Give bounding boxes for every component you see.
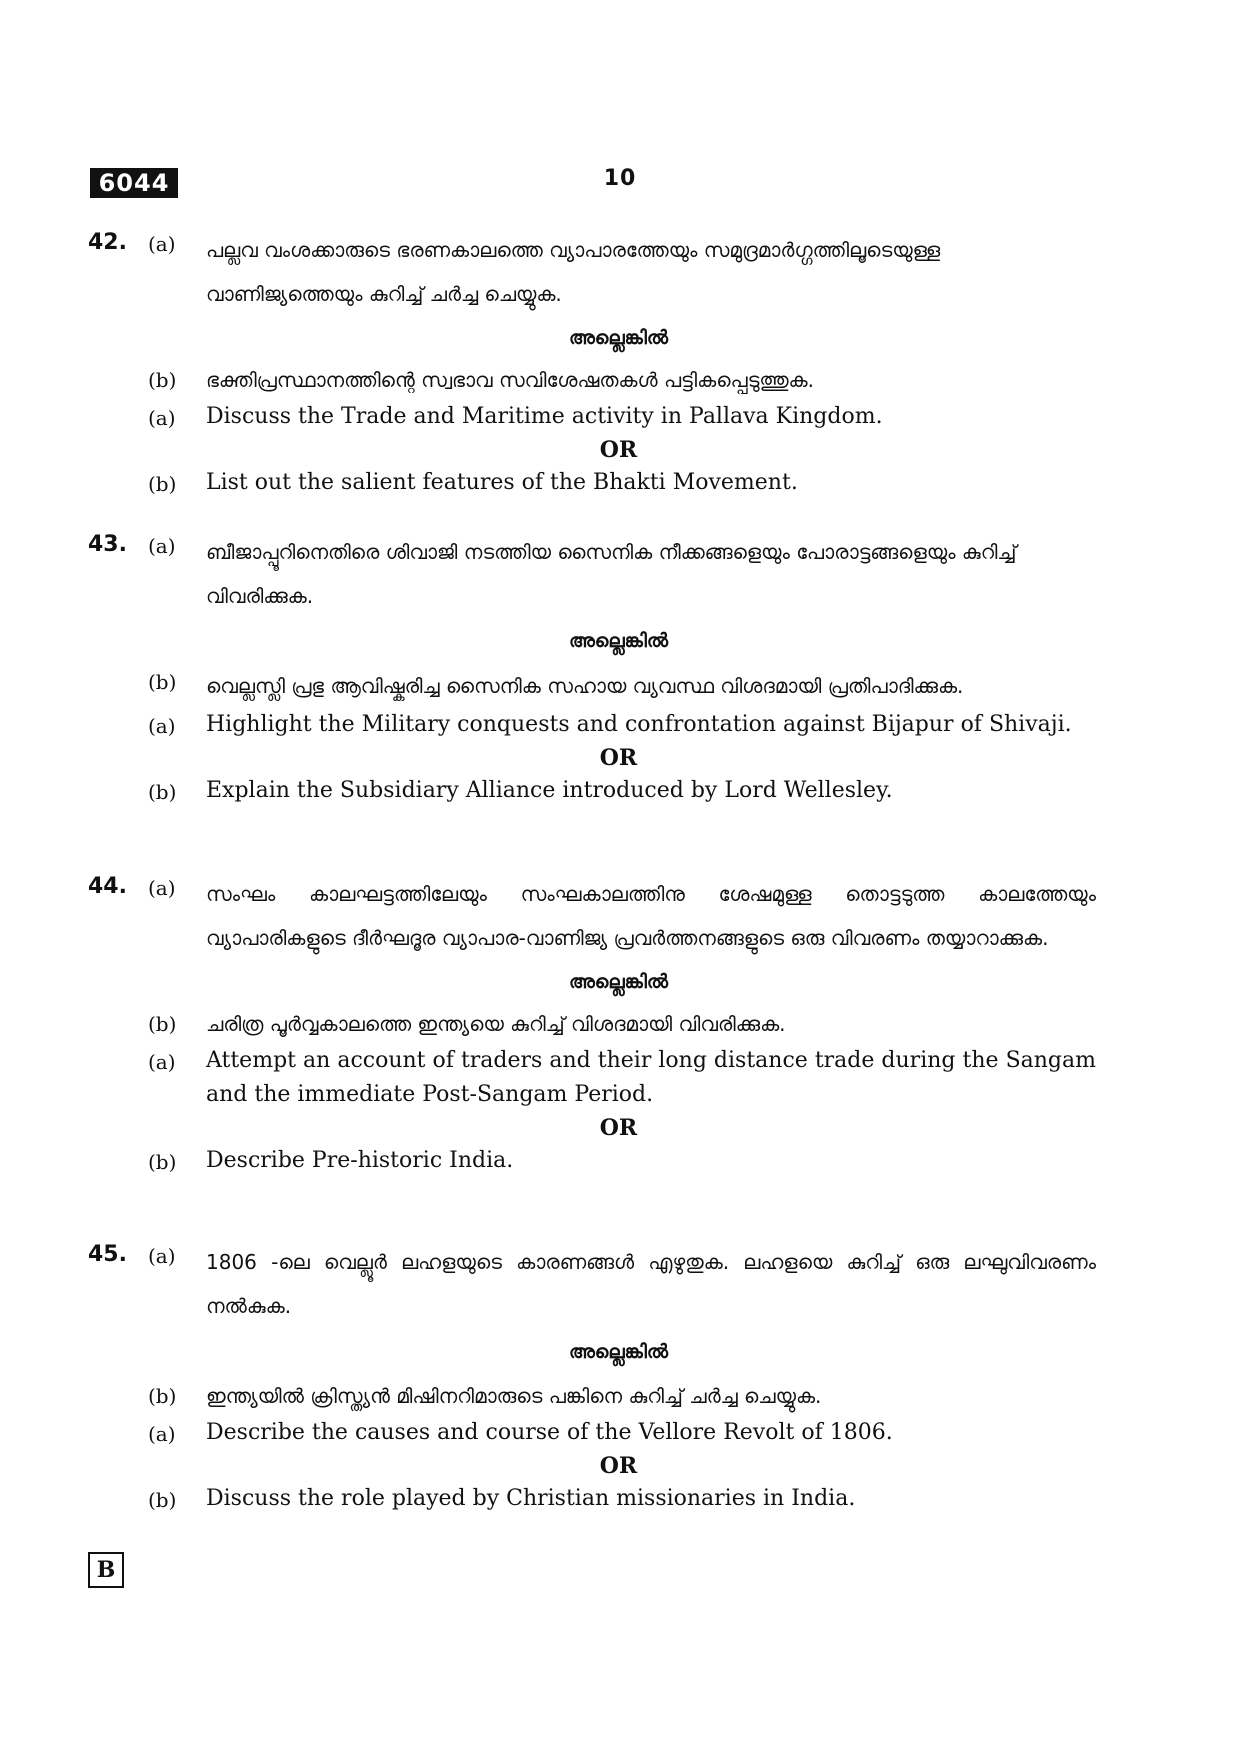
- option-a-english: [0, 1416, 1240, 1450]
- option-label: (a): [148, 876, 176, 900]
- question-43: [0, 530, 1240, 808]
- question-44: [0, 872, 1240, 1178]
- question-number: 45.: [88, 1242, 127, 1267]
- question-42: [0, 228, 1240, 500]
- alternative-separator-en: OR: [599, 1453, 638, 1479]
- question-number: 43.: [88, 532, 127, 557]
- question-text: പല്ലവ വംശക്കാരുടെ ഭരണകാലത്തെ വ്യാപാരത്തേയും സമുദ്രമാർഗ്ഗത്തിലൂടെയുള്ള വാണിജ്യത്തെയും കുറിച്ച് ചർച്ച ചെയ്യുക.: [206, 238, 941, 306]
- option-label: (b): [148, 1384, 177, 1408]
- question-text: ഭക്തിപ്രസ്ഥാനത്തിന്റെ സ്വഭാവ സവിശേഷതകൾ പട്ടികപ്പെടുത്തുക.: [206, 368, 814, 392]
- option-b-malayalam: [0, 664, 1240, 708]
- option-label: (b): [148, 1150, 177, 1174]
- question-45: [0, 1240, 1240, 1516]
- option-label: (a): [148, 232, 176, 256]
- option-a-english: [0, 1044, 1240, 1112]
- question-text: ബീജാപ്പൂറിനെതിരെ ശിവാജി നടത്തിയ സൈനിക നീക്കങ്ങളെയും പോരാട്ടങ്ങളെയും കുറിച്ച് വിവരിക്കുക.: [206, 540, 1017, 608]
- alternative-separator-en: OR: [599, 745, 638, 771]
- alternative-separator-ml: അല്ലെങ്കിൽ: [568, 1341, 669, 1363]
- alternative-separator-en: OR: [599, 437, 638, 463]
- option-a-malayalam: [0, 872, 1240, 960]
- question-number: 44.: [88, 874, 127, 899]
- question-text: ഇന്ത്യയിൽ ക്രിസ്ത്യൻ മിഷിനറിമാരുടെ പങ്കിനെ കുറിച്ച് ചർച്ച ചെയ്യുക.: [206, 1384, 822, 1408]
- question-text: Attempt an account of traders and their long distance trade during the Sangam and the immediate Post-Sangam Period.: [206, 1048, 1096, 1107]
- option-b-english: [0, 1482, 1240, 1516]
- alternative-separator-ml: അല്ലെങ്കിൽ: [568, 327, 669, 349]
- option-label: (a): [148, 534, 176, 558]
- option-label: (b): [148, 1012, 177, 1036]
- option-b-english: [0, 466, 1240, 500]
- question-text: Discuss the role played by Christian missionaries in India.: [206, 1486, 856, 1511]
- option-label: (b): [148, 368, 177, 392]
- alternative-separator-ml: അല്ലെങ്കിൽ: [568, 630, 669, 652]
- option-label: (b): [148, 780, 177, 804]
- question-text: Discuss the Trade and Maritime activity in Pallava Kingdom.: [206, 404, 883, 429]
- option-a-malayalam: [0, 530, 1240, 618]
- option-b-english: [0, 774, 1240, 808]
- option-label: (b): [148, 1488, 177, 1512]
- question-text: Describe the causes and course of the Vellore Revolt of 1806.: [206, 1420, 893, 1445]
- option-label: (b): [148, 472, 177, 496]
- question-text: Describe Pre-historic India.: [206, 1148, 514, 1173]
- question-text: Explain the Subsidiary Alliance introduced by Lord Wellesley.: [206, 778, 893, 803]
- option-a-malayalam: [0, 228, 1240, 316]
- option-a-english: [0, 400, 1240, 434]
- option-label: (a): [148, 1244, 176, 1268]
- option-b-english: [0, 1144, 1240, 1178]
- paper-code-badge: 6044: [90, 168, 178, 198]
- question-text: Highlight the Military conquests and confrontation against Bijapur of Shivaji.: [206, 712, 1072, 737]
- question-text: List out the salient features of the Bhakti Movement.: [206, 470, 798, 495]
- option-b-malayalam: [0, 1004, 1240, 1044]
- option-label: (a): [148, 406, 176, 430]
- alternative-separator-en: OR: [599, 1115, 638, 1141]
- question-number: 42.: [88, 230, 127, 255]
- option-b-malayalam: [0, 1376, 1240, 1416]
- question-text: ചരിത്ര പൂർവ്വകാലത്തെ ഇന്ത്യയെ കുറിച്ച് വിശദമായി വിവരിക്കുക.: [206, 1012, 786, 1036]
- question-text: വെല്ലസ്ലി പ്രഭു ആവിഷ്കരിച്ച സൈനിക സഹായ വ്യവസ്ഥ വിശദമായി പ്രതിപാദിക്കുക.: [206, 674, 964, 698]
- question-text: 1806 -ലെ വെല്ലൂർ ലഹളയുടെ കാരണങ്ങൾ എഴുതുക. ലഹളയെ കുറിച്ച് ഒരു ലഘുവിവരണം നൽകുക.: [206, 1250, 1096, 1318]
- option-label: (b): [148, 670, 177, 694]
- option-b-malayalam: [0, 360, 1240, 400]
- option-a-malayalam: [0, 1240, 1240, 1328]
- page-number: 10: [603, 166, 637, 191]
- option-a-english: [0, 708, 1240, 742]
- alternative-separator-ml: അല്ലെങ്കിൽ: [568, 971, 669, 993]
- option-label: (a): [148, 714, 176, 738]
- question-set-badge: B: [88, 1552, 124, 1588]
- option-label: (a): [148, 1422, 176, 1446]
- question-text: സംഘം കാലഘട്ടത്തിലേയും സംഘകാലത്തിനു ശേഷമുള്ള തൊട്ടടുത്ത കാലത്തേയും വ്യാപാരികളുടെ ദീർഘദൂര വ്യാപാര-വാണിജ്യ പ്രവർത്തനങ്ങളുടെ ഒരു വിവരണം തയ്യാറാക്കുക.: [206, 882, 1096, 950]
- option-label: (a): [148, 1050, 176, 1074]
